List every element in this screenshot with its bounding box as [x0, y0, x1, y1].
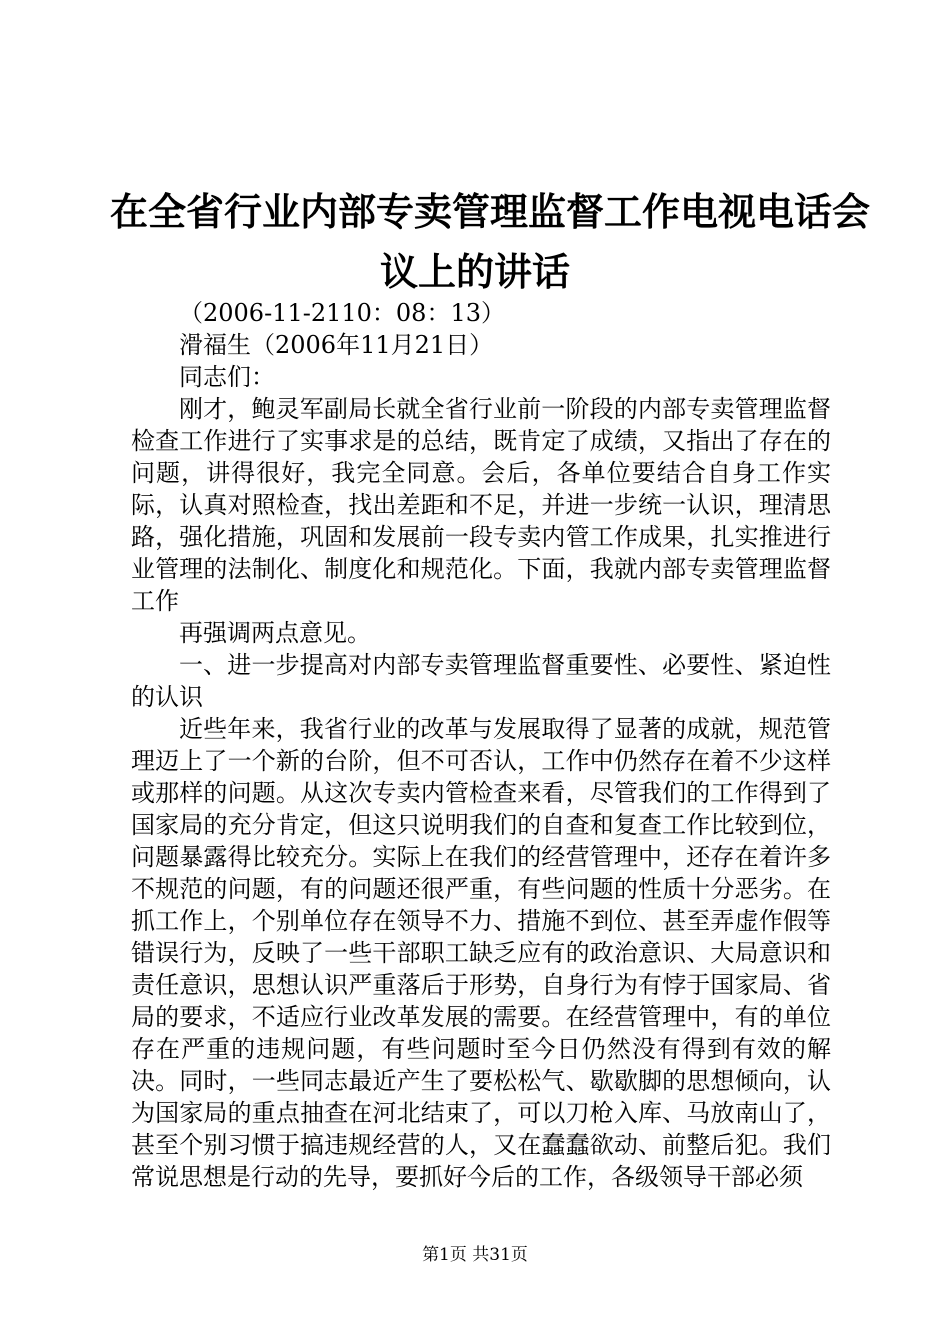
- title-line-1: 在全省行业内部专卖管理监督工作电视电话会: [110, 190, 871, 234]
- paragraph: 近些年来，我省行业的改革与发展取得了显著的成就，规范管理迈上了一个新的台阶，但不可否认，工作中仍然存在着不少这样或那样的问题。从这次专卖内管检查来看，尽管我们的工作得到了国家局的充分肯定，但这只说明我们的自查和复查工作比较到位，问题暴露得比较充分。实际上在我们的经营管理中，还存在着许多不规范的问题，有的问题还很严重，有些问题的性质十分恶劣。在抓工作上，个别单位存在领导不力、措施不到位、甚至弄虚作假等错误行为，反映了一些干部职工缺乏应有的政治意识、大局意识和责任意识，思想认识严重落后于形势，自身行为有悖于国家局、省局的要求，不适应行业改革发展的需要。在经营管理中，有的单位存在严重的违规问题，有些问题时至今日仍然没有得到有效的解决。同时，一些同志最近产生了要松松气、歇歇脚的思想倾向，认为国家局的重点抽查在河北结束了，可以刀枪入库、马放南山了，甚至个别习惯于搞违规经营的人，又在蠢蠢欲动、前整后犯。我们常说思想是行动的先导，要抓好今后的工作，各级领导干部必须: [131, 715, 831, 1191]
- paragraph: 再强调两点意见。: [179, 619, 371, 647]
- document-body: [131, 297, 831, 1193]
- section-heading: 一、进一步提高对内部专卖管理监督重要性、必要性、紧迫性的认识: [131, 651, 831, 711]
- document-title: [110, 182, 871, 302]
- page-footer: 第1页 共31页: [422, 1245, 528, 1265]
- timestamp-line: （2006-11-2110：08：13）: [179, 299, 505, 327]
- title-line-2: 议上的讲话: [379, 250, 570, 294]
- paragraph: 刚才，鲍灵军副局长就全省行业前一阶段的内部专卖管理监督检查工作进行了实事求是的总结，既肯定了成绩，又指出了存在的问题，讲得很好，我完全同意。会后，各单位要结合自身工作实际，认真对照检查，找出差距和不足，并进一步统一认识，理清思路，强化措施，巩固和发展前一段专卖内管工作成果，扎实推进行业管理的法制化、制度化和规范化。下面，我就内部专卖管理监督工作: [131, 395, 831, 615]
- salutation: 同志们：: [179, 363, 275, 391]
- author-line: 滑福生（2006年11月21日）: [179, 331, 494, 359]
